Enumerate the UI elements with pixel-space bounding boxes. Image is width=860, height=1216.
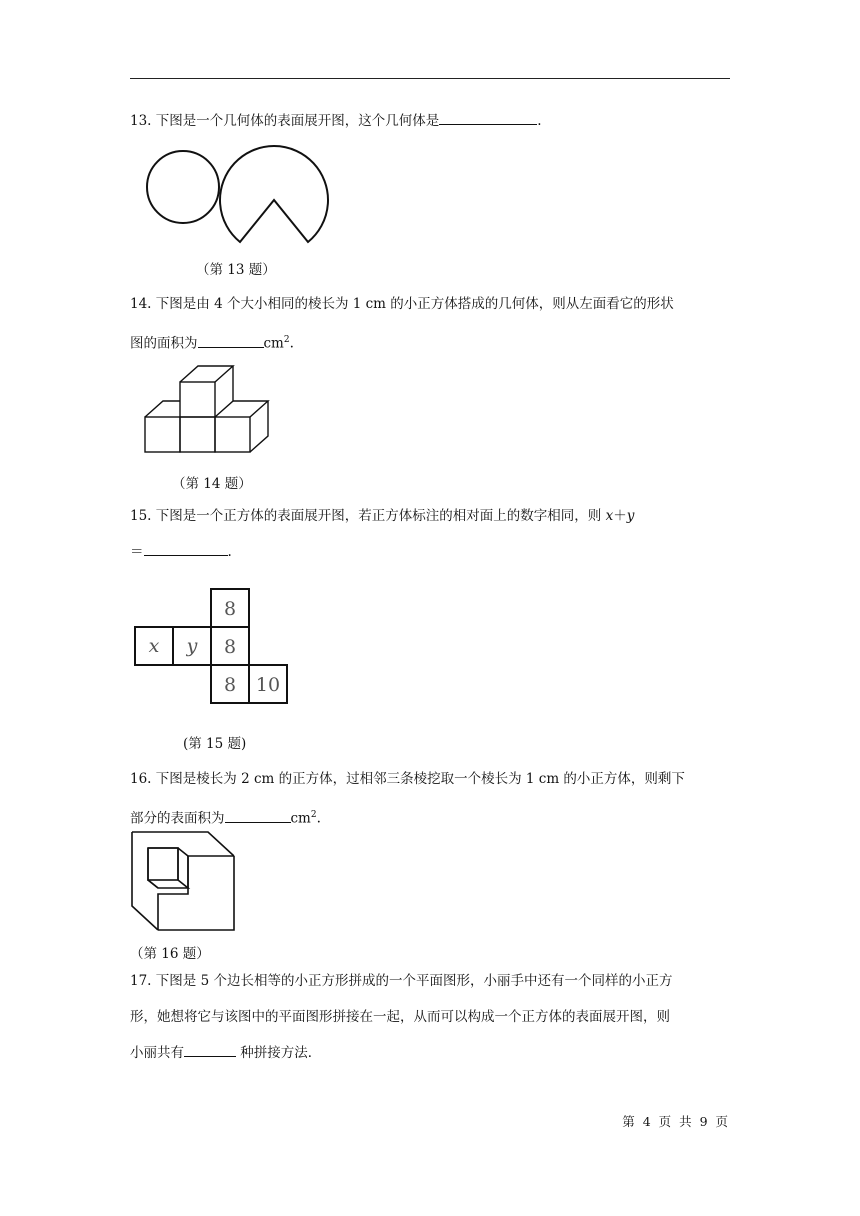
q17-number: 17.	[130, 973, 152, 989]
q15-caption: (第 15 题)	[183, 736, 247, 752]
q13-end: .	[537, 113, 542, 129]
q14-text-line1: 下图是由 4 个大小相同的棱长为 1 cm 的小正方体搭成的几何体，则从左面看它的形状	[155, 296, 674, 312]
q15-net-label-x: x	[148, 635, 160, 657]
question-16	[130, 761, 732, 837]
q14-unit-exp: 2	[283, 335, 290, 345]
q14-answer-blank[interactable]	[198, 333, 264, 348]
q16-cube-figure	[130, 830, 245, 935]
q17-text-line3a: 小丽共有	[130, 1045, 184, 1061]
q14-caption: （第 14 题）	[172, 476, 252, 492]
q16-text-line2: 部分的表面积为	[130, 810, 225, 827]
q14-cube-mid-front	[180, 417, 215, 452]
q15-var-y: y	[626, 508, 635, 524]
q16-front-face-edges	[158, 856, 234, 930]
q15-net-label-right: 10	[255, 674, 281, 696]
q16-notch-top	[148, 848, 188, 856]
q16-caption: （第 16 题）	[130, 946, 210, 962]
question-14	[130, 286, 732, 362]
q16-text-line1: 下图是棱长为 2 cm 的正方体，过相邻三条棱挖取一个棱长为 1 cm 的小正方体，则剩下	[155, 771, 685, 787]
q16-unit-exp: 2	[310, 810, 317, 820]
q17-answer-blank[interactable]	[184, 1042, 236, 1057]
q14-cubes-figure	[145, 362, 285, 457]
q16-end: .	[316, 810, 321, 827]
q14-cube-right-front	[215, 417, 250, 452]
question-13	[130, 103, 732, 139]
q14-unit: cm	[263, 335, 284, 352]
q13-cone-net-figure	[140, 140, 340, 250]
q13-answer-blank[interactable]	[439, 110, 537, 125]
q14-number: 14.	[130, 296, 152, 312]
q15-number: 15.	[130, 508, 152, 524]
q16-outer-left-edges	[132, 832, 158, 930]
q13-sector	[220, 146, 328, 242]
q14-cube-top-top	[180, 366, 233, 382]
q16-unit: cm	[290, 810, 311, 827]
q17-text-line3b: 种拼接方法．	[240, 1045, 322, 1061]
q13-base-circle	[147, 151, 219, 223]
q15-var-x: x	[605, 508, 614, 524]
q15-plus: ＋	[613, 508, 627, 524]
question-15	[130, 498, 732, 570]
q14-cube-right-top	[233, 401, 268, 417]
q17-text-line2: 形，她想将它与该图中的平面图形拼接在一起，从而可以构成一个正方体的表面展开图，则	[130, 1009, 670, 1025]
q16-outer-front-bottom	[158, 856, 234, 930]
q14-cube-top-front	[180, 382, 215, 417]
q13-text: 下图是一个几何体的表面展开图，这个几何体是	[155, 113, 440, 129]
q15-eq: ＝	[130, 544, 144, 560]
q17-text-line1: 下图是 5 个边长相等的小正方形拼成的一个平面图形，小丽手中还有一个同样的小正方	[155, 973, 673, 989]
q14-cube-left-front	[145, 417, 180, 452]
q15-net-label-y: y	[186, 635, 198, 657]
question-17	[130, 963, 732, 1071]
header-rule	[130, 78, 730, 79]
q15-cube-net-figure	[132, 587, 302, 712]
q15-net-label-bottom: 8	[223, 674, 237, 696]
q16-number: 16.	[130, 771, 152, 787]
q13-caption: （第 13 题）	[196, 262, 276, 278]
q13-number: 13.	[130, 113, 152, 129]
q14-end: .	[289, 335, 294, 352]
q16-notch-inner	[148, 848, 178, 880]
page-footer: 第 4 页 共 9 页	[622, 1114, 730, 1129]
q15-net-label-top: 8	[223, 598, 237, 620]
q14-cube-left-top	[145, 401, 180, 417]
q14-text-line2: 图的面积为	[130, 335, 198, 352]
q16-answer-blank[interactable]	[225, 808, 291, 823]
q15-end: .	[227, 544, 232, 560]
q16-notch-depth	[148, 880, 188, 888]
q15-text-line1: 下图是一个正方体的表面展开图，若正方体标注的相对面上的数字相同，则	[155, 508, 602, 524]
q15-answer-blank[interactable]	[144, 541, 228, 556]
q15-net-label-middle: 8	[223, 636, 237, 658]
